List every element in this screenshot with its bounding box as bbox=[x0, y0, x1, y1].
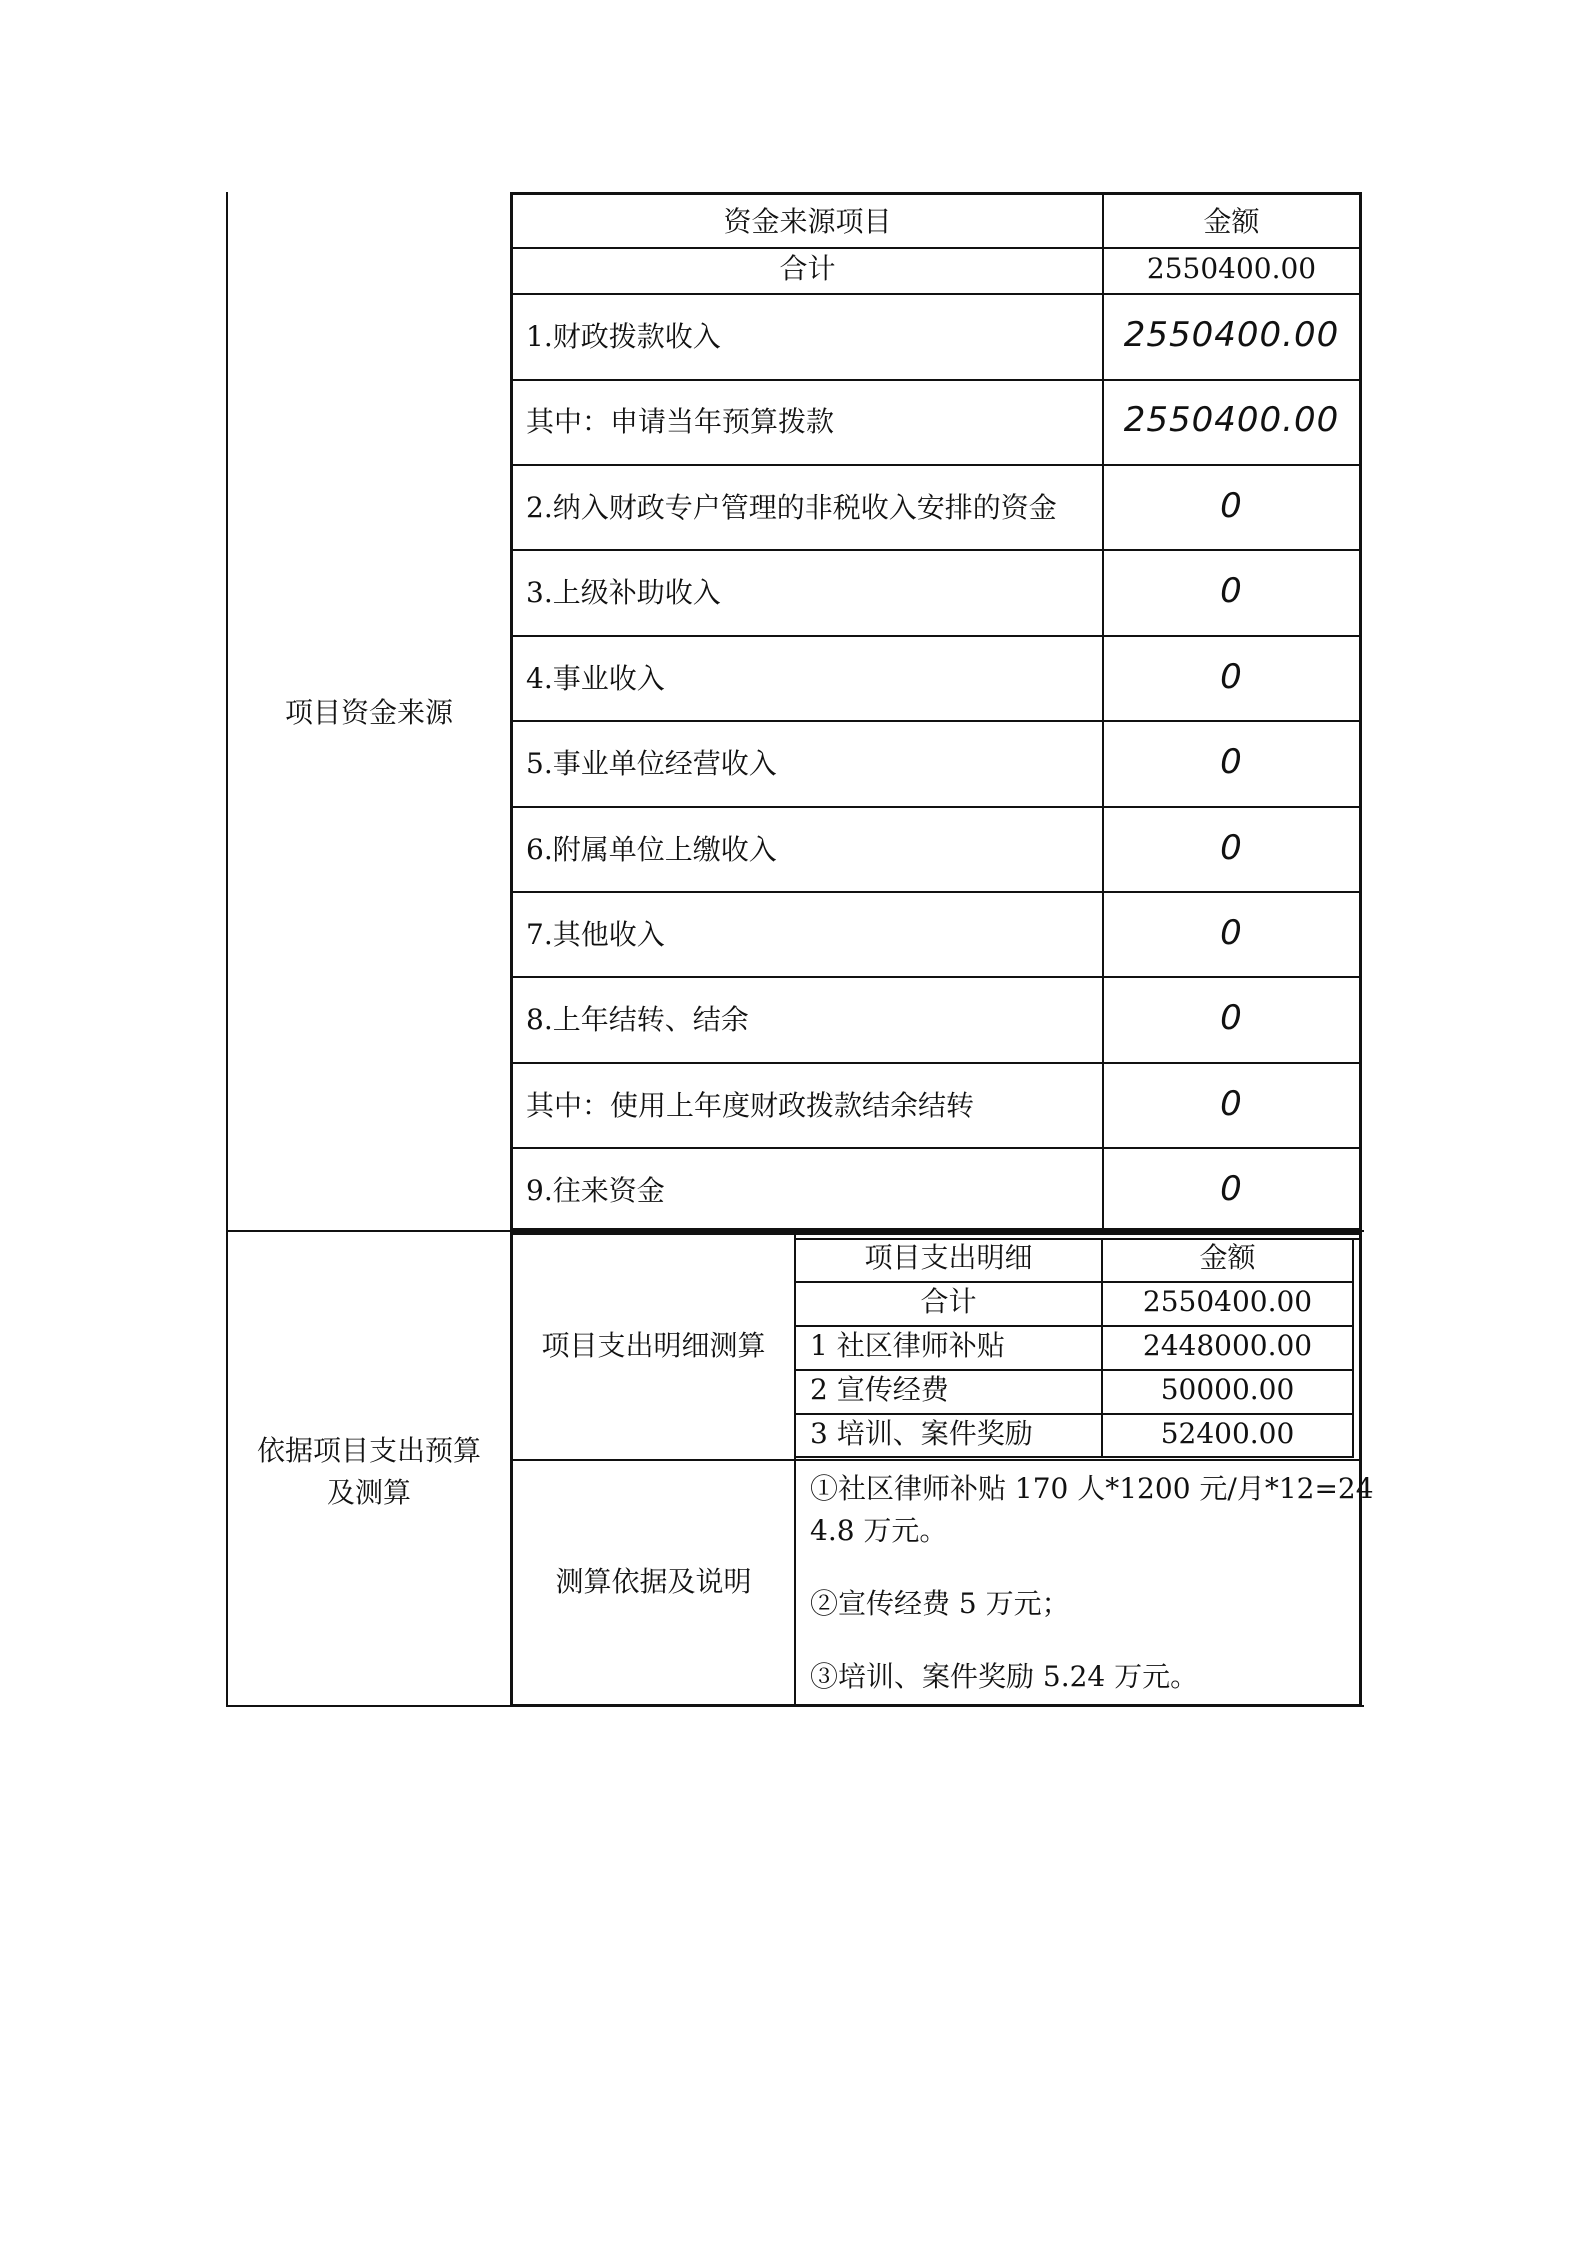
expense-row-label: 1 社区律师补贴 bbox=[810, 1329, 1005, 1362]
row-line bbox=[510, 806, 1362, 808]
row-line bbox=[510, 549, 1362, 551]
funding-table bbox=[510, 192, 1362, 1230]
expense-header-amount: 金额 bbox=[1199, 1241, 1256, 1274]
row-line bbox=[510, 464, 1362, 466]
basis-line-2: 4.8 万元。 bbox=[810, 1514, 948, 1547]
funding-row-amount: 0 bbox=[1220, 913, 1243, 953]
funding-row-label: 4.事业收入 bbox=[526, 662, 665, 695]
basis-line-4: ③培训、案件奖励 5.24 万元。 bbox=[810, 1660, 1199, 1693]
basis-section-bottom-border bbox=[510, 1704, 1362, 1707]
funding-row-label: 其中：申请当年预算拨款 bbox=[526, 405, 835, 438]
row-line bbox=[510, 720, 1362, 722]
funding-row-label: 3.上级补助收入 bbox=[526, 576, 721, 609]
expense-section-label: 项目支出明细测算 bbox=[541, 1329, 766, 1362]
basis-section-left-border bbox=[510, 1232, 513, 1707]
expense-header-item: 项目支出明细 bbox=[864, 1241, 1033, 1274]
funding-table-left-border bbox=[510, 192, 513, 1230]
expense-row-amount: 2448000.00 bbox=[1142, 1329, 1313, 1362]
funding-row-amount: 0 bbox=[1220, 742, 1243, 782]
row-line bbox=[510, 976, 1362, 978]
funding-total-amount: 2550400.00 bbox=[1146, 252, 1317, 285]
funding-row-amount: 0 bbox=[1220, 998, 1243, 1038]
expense-total-amount: 2550400.00 bbox=[1142, 1285, 1313, 1318]
funding-row-label: 7.其他收入 bbox=[526, 918, 665, 951]
row-line bbox=[510, 635, 1362, 637]
basis-section-label: 测算依据及说明 bbox=[555, 1565, 752, 1598]
funding-total-label: 合计 bbox=[779, 252, 836, 285]
funding-table-right-border bbox=[1359, 192, 1362, 1230]
funding-row-amount: 2550400.00 bbox=[1123, 400, 1340, 440]
funding-row-label: 5.事业单位经营收入 bbox=[526, 747, 777, 780]
basis-section bbox=[510, 1232, 1374, 1707]
funding-row-amount: 0 bbox=[1220, 657, 1243, 697]
row-line bbox=[510, 1062, 1362, 1064]
expense-total-label: 合计 bbox=[920, 1285, 977, 1318]
row-line bbox=[510, 293, 1362, 295]
basis-label-line2: 及测算 bbox=[326, 1476, 411, 1509]
funding-row-label: 8.上年结转、结余 bbox=[526, 1003, 749, 1036]
funding-row-label: 其中：使用上年度财政拨款结余结转 bbox=[526, 1089, 975, 1122]
expense-table bbox=[796, 1235, 1359, 1459]
basis-section-divider bbox=[510, 1459, 1362, 1461]
funding-row-label: 2.纳入财政专户管理的非税收入安排的资金 bbox=[526, 491, 1057, 524]
funding-table-bottom-border bbox=[510, 1228, 1362, 1231]
basis-line-1: ①社区律师补贴 170 人*1200 元/月*12=24 bbox=[810, 1472, 1374, 1505]
funding-row-amount: 0 bbox=[1220, 828, 1243, 868]
basis-line-3: ②宣传经费 5 万元； bbox=[810, 1587, 1070, 1620]
row-line bbox=[510, 379, 1362, 381]
row-line bbox=[510, 891, 1362, 893]
expense-row-amount: 50000.00 bbox=[1160, 1373, 1295, 1406]
row-line bbox=[510, 1147, 1362, 1149]
expense-row-label: 2 宣传经费 bbox=[810, 1373, 949, 1406]
funding-row-amount: 0 bbox=[1220, 1084, 1243, 1124]
funding-row-amount: 2550400.00 bbox=[1123, 315, 1340, 355]
expense-row-label: 3 培训、案件奖励 bbox=[810, 1417, 1033, 1450]
funding-table-top-border bbox=[510, 192, 1362, 195]
funding-header-amount: 金额 bbox=[1203, 205, 1260, 238]
expense-table-inner-bottom bbox=[796, 1456, 1354, 1458]
funding-row-amount: 0 bbox=[1220, 571, 1243, 611]
funding-row-label: 9.往来资金 bbox=[526, 1174, 665, 1207]
funding-row-amount: 0 bbox=[1220, 1169, 1243, 1209]
funding-row-label: 1.财政拨款收入 bbox=[526, 320, 721, 353]
funding-source-label: 项目资金来源 bbox=[284, 696, 453, 729]
funding-header-item: 资金来源项目 bbox=[723, 205, 892, 238]
funding-row-label: 6.附属单位上缴收入 bbox=[526, 833, 777, 866]
expense-table-inner-right bbox=[1352, 1238, 1354, 1456]
expense-row-amount: 52400.00 bbox=[1160, 1417, 1295, 1450]
basis-label-line1: 依据项目支出预算 bbox=[256, 1434, 481, 1467]
funding-row-amount: 0 bbox=[1220, 486, 1243, 526]
